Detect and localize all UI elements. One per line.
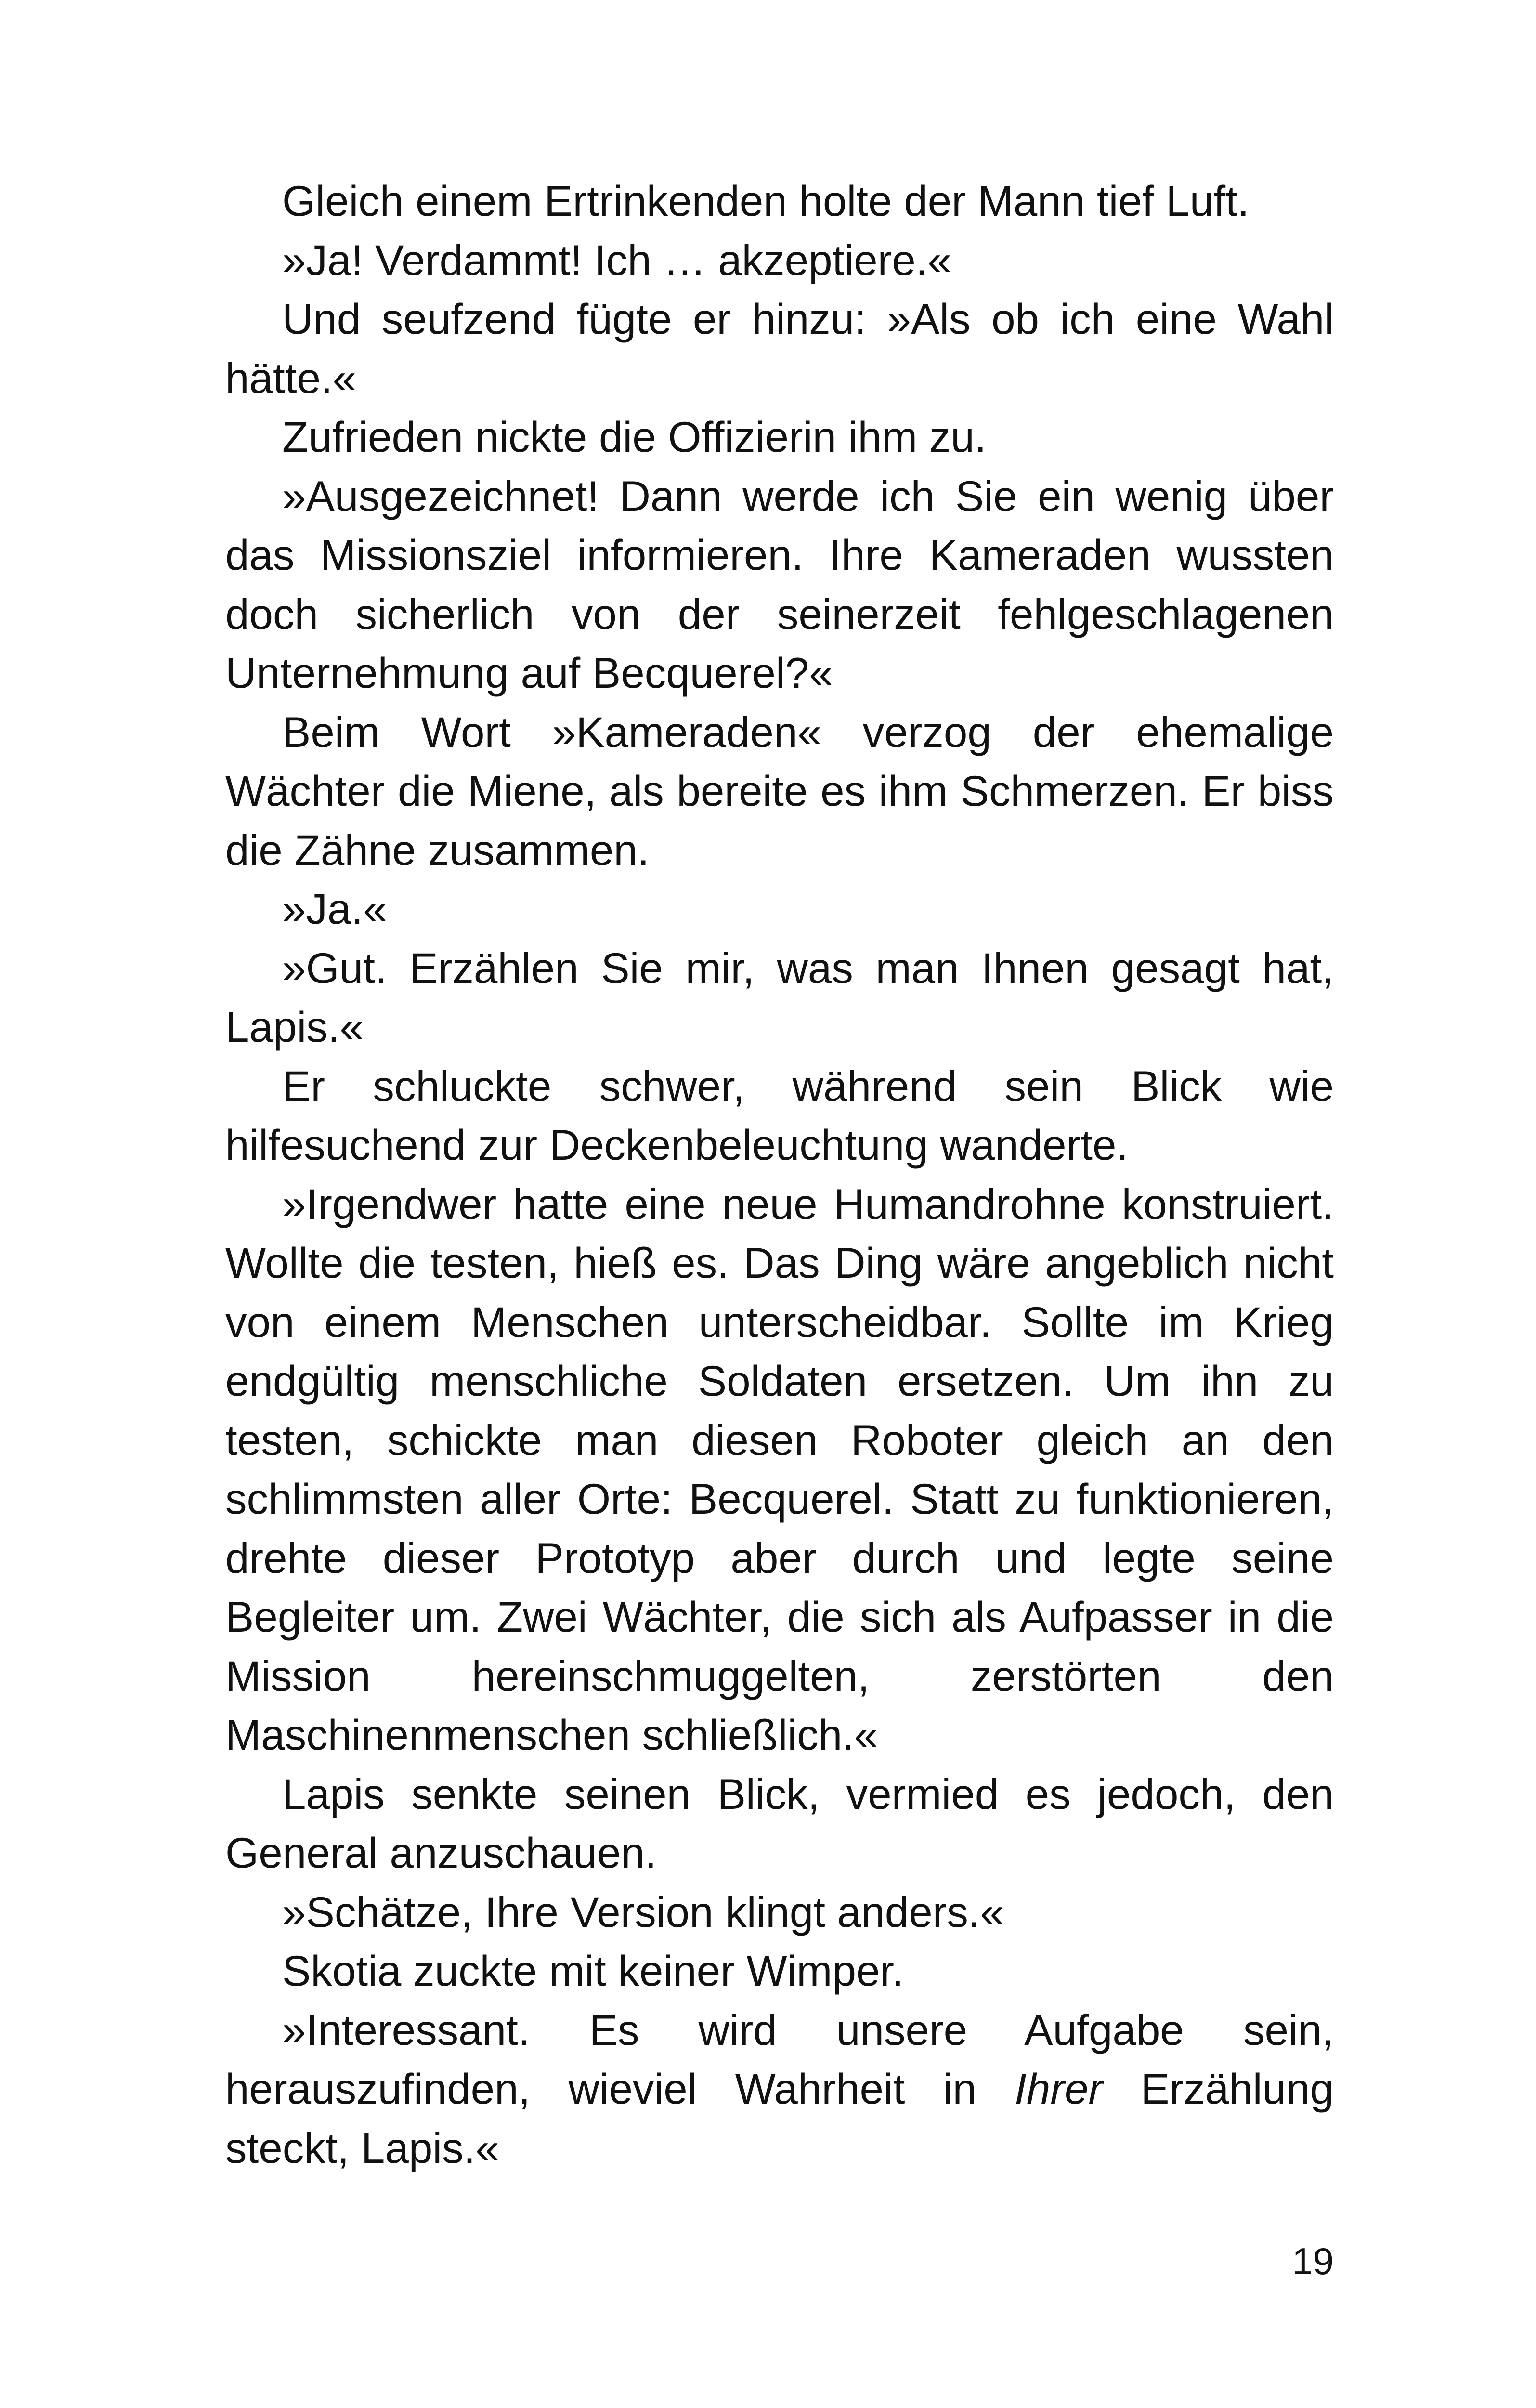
paragraph-5: »Ausgezeichnet! Dann werde ich Sie ein wenig über das Missionsziel informieren. Ihre Kameraden wussten doch sicherlich von der seinerzeit fehlgeschlagenen Unternehmung auf Becquerel?« bbox=[225, 471, 1334, 697]
paragraph-14-text-start: »Interessant. Es wird unsere Aufgabe sein, herauszufinden, wieviel Wahrheit in bbox=[225, 2005, 1334, 2113]
paragraph-10: »Irgendwer hatte eine neue Humandrohne konstruiert. Wollte die testen, hieß es. Das Ding wäre angeblich nicht von einem Menschen unterscheidbar. Sollte im Krieg endgültig menschliche Soldaten ersetzen. Um ihn zu testen, schickte man diesen Roboter gleich an den schlimmsten aller Orte: Becquerel. Statt zu funktionieren, drehte dieser Prototyp aber durch und legte seine Begleiter um. Zwei Wächter, die sich als Aufpasser in die Mission hereinschmuggelten, zerstörten den Maschinenmenschen schließlich.« bbox=[225, 1179, 1334, 1759]
paragraph-14 bbox=[225, 2001, 1334, 2178]
paragraph-14-italic: Ihrer bbox=[1015, 2065, 1103, 2113]
body-text bbox=[225, 171, 1334, 2177]
paragraph-14-text-end: Erzählung steckt, Lapis.« bbox=[225, 2065, 1334, 2172]
paragraph-12: »Schätze, Ihre Version klingt anders.« bbox=[282, 1887, 1004, 1936]
paragraph-8: »Gut. Erzählen Sie mir, was man Ihnen gesagt hat, Lapis.« bbox=[225, 943, 1334, 1051]
paragraph-13: Skotia zuckte mit keiner Wimper. bbox=[282, 1947, 904, 1995]
paragraph-7: »Ja.« bbox=[282, 885, 387, 933]
paragraph-4: Zufrieden nickte die Offizierin ihm zu. bbox=[282, 413, 987, 461]
paragraph-6: Beim Wort »Kameraden« verzog der ehemalige Wächter die Miene, als bereite es ihm Schmerzen. Er biss die Zähne zusammen. bbox=[225, 707, 1334, 874]
page-number: 19 bbox=[1292, 2240, 1334, 2282]
paragraph-3: Und seufzend fügte er hinzu: »Als ob ich eine Wahl hätte.« bbox=[225, 295, 1334, 402]
paragraph-9: Er schluckte schwer, während sein Blick wie hilfesuchend zur Deckenbeleuchtung wanderte. bbox=[225, 1061, 1334, 1169]
paragraph-11: Lapis senkte seinen Blick, vermied es jedoch, den General anzuschauen. bbox=[225, 1769, 1334, 1877]
paragraph-1: Gleich einem Ertrinkenden holte der Mann tief Luft. bbox=[282, 177, 1250, 225]
paragraph-2: »Ja! Verdammt! Ich … akzeptiere.« bbox=[282, 236, 952, 284]
